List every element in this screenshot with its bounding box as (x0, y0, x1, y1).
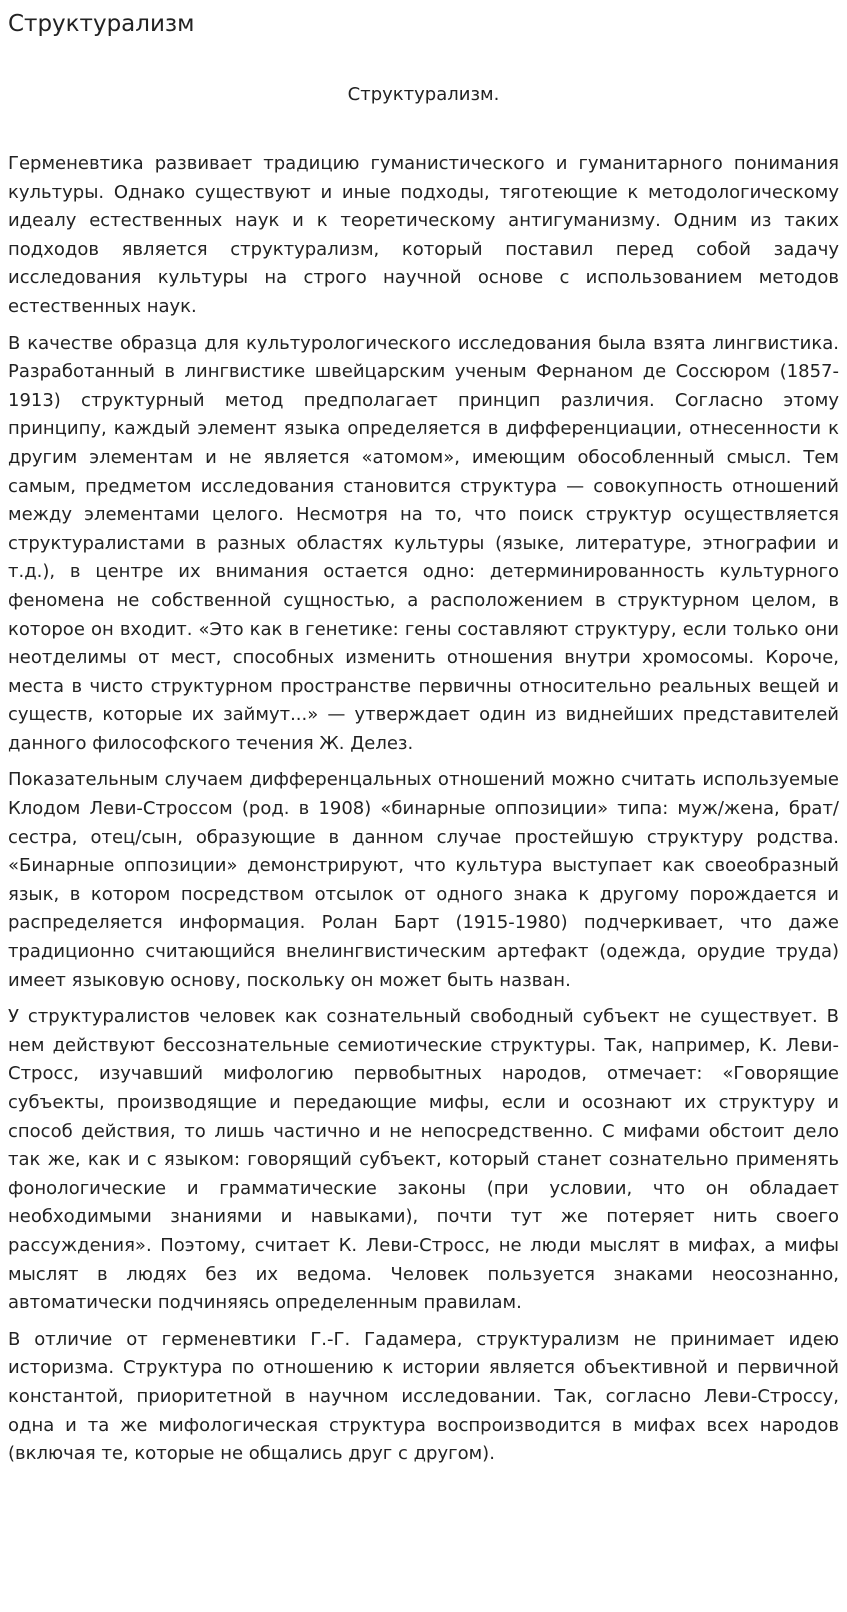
document-body (8, 150, 839, 1469)
page-title: Структурализм (8, 11, 195, 37)
document-page (0, 8, 847, 1469)
paragraph-2: В качестве образца для культурологического исследования была взята лингвистика. Разработанный в лингвистике швейцарским ученым Фернаном де Соссюром (1857-1913) структурный метод предполагает принцип различия. Согласно этому принципу, каждый элемент языка определяется в дифференциации, отнесенности к другим элементам и не является «атомом», имеющим обособленный смысл. Тем самым, предметом исследования становится структура — совокупность отношений между элементами целого. Несмотря на то, что поиск структур осуществляется структуралистами в разных областях культуры (языке, литературе, этнографии и т.д.), в центре их внимания остается одно: детерминированность культурного феномена не собственной сущностью, а расположением в структурном целом, в которое он входит. «Это как в генетике: гены составляют структуру, если только они неотделимы от мест, способных изменить отношения внутри хромосомы. Короче, места в чисто структурном пространстве первичны относительно реальных вещей и существ, которые их займут...» — утверждает один из виднейших представителей данного философского течения Ж. Делез. (8, 332, 839, 754)
paragraph-4: У структуралистов человек как сознательный свободный субъект не существует. В нем действуют бессознательные семиотические структуры. Так, например, К. Леви-Стросс, изучавший мифологию первобытных народов, отмечает: «Говорящие субъекты, производящие и передающие мифы, если и осознают их структуру и способ действия, то лишь частично и не непосредственно. С мифами обстоит дело так же, как и с языком: говорящий субъект, который станет сознательно применять фонологические и грамматические законы (при условии, что он обладает необходимыми знаниями и навыками), почти тут же потеряет нить своего рассуждения». Поэтому, считает К. Леви-Стросс, не люди мыслят в мифах, а мифы мыслят в людях без их ведома. Человек пользуется знаками неосознанно, автоматически подчиняясь определенным правилам. (8, 1006, 839, 1314)
paragraph-3: Показательным случаем дифференцальных отношений можно считать используемые Клодом Леви-Строссом (род. в 1908) «бинарные оппозиции» типа: муж/жена, брат/сестра, отец/сын, образующие в данном случае простейшую структуру родства. «Бинарные оппозиции» демонстрируют, что культура выступает как своеобразный язык, в котором посредством отсылок от одного знака к другому порождается и распределяется информация. Ролан Барт (1915-1980) подчеркивает, что даже традиционно считающийся внелингвистическим артефакт (одежда, орудие труда) имеет языковую основу, поскольку он может быть назван. (8, 769, 839, 991)
paragraph-5: В отличие от герменевтики Г.-Г. Гадамера, структурализм не принимает идею историзма. Структура по отношению к истории является объективной и первичной константой, приоритетной в научном исследовании. Так, согласно Леви-Строссу, одна и та же мифологическая структура воспроизводится в мифах всех народов (включая те, которые не общались друг с другом). (8, 1328, 839, 1465)
paragraph-1: Герменевтика развивает традицию гуманистического и гуманитарного понимания культуры. Однако существуют и иные подходы, тяготеющие к методологическому идеалу естественных наук и к теоретическому антигуманизму. Одним из таких подходов является структурализм, который поставил перед собой задачу исследования культуры на строго научной основе с использованием методов естественных наук. (8, 153, 839, 317)
document-heading: Структурализм. (347, 84, 500, 105)
